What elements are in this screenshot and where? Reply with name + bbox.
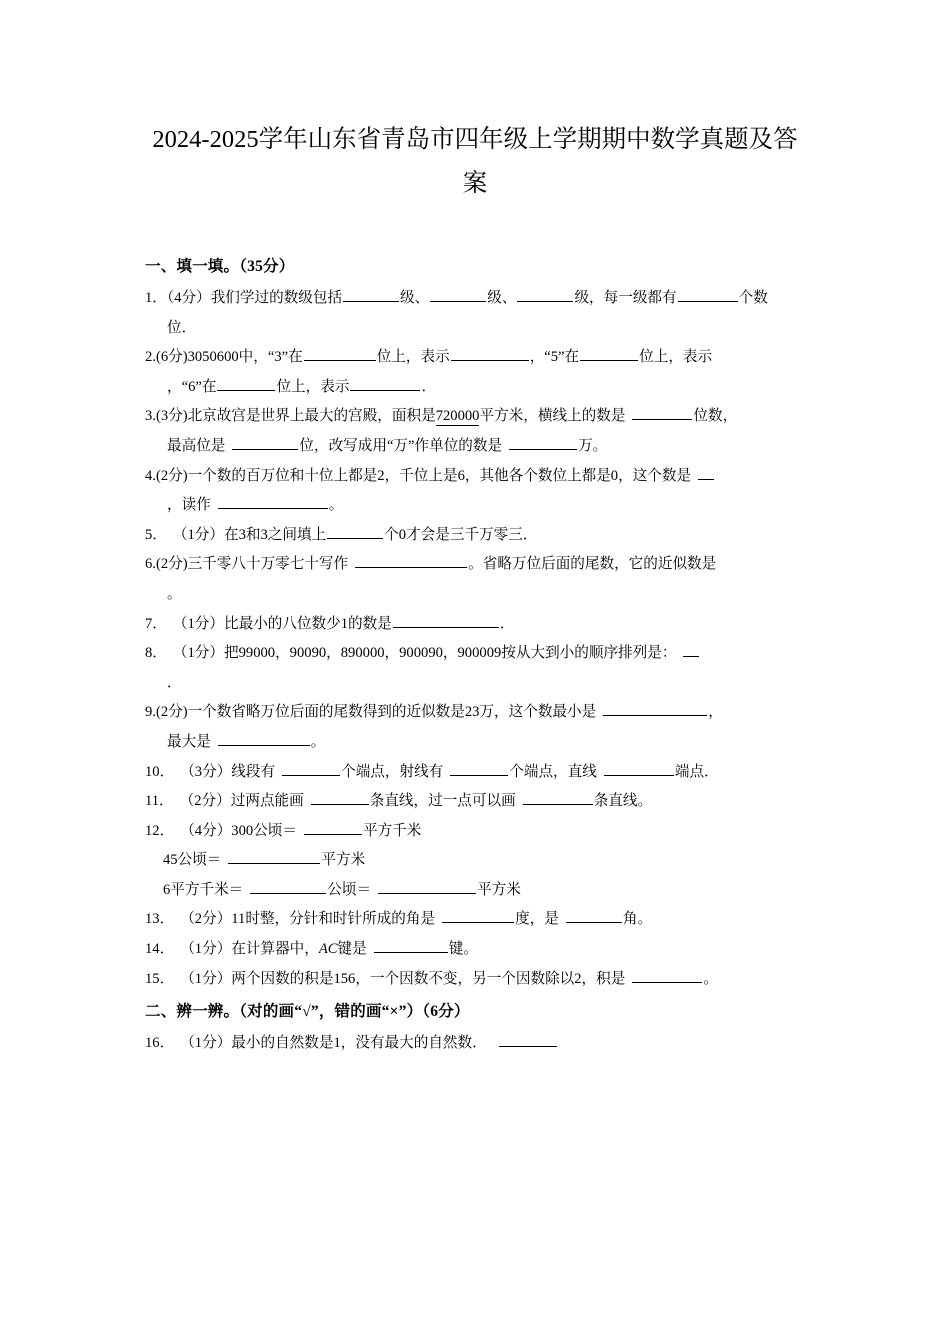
answer-blank[interactable] (523, 791, 593, 805)
question-3-text-c: 位数， (693, 408, 738, 425)
section-heading-1: 一、填一填。（35分） (145, 258, 295, 275)
question-3-text-b: 平方米，横线上的数是 (479, 408, 626, 425)
question-11-text-a: 过两点能画 (230, 793, 304, 810)
question-9-text-b: ， (708, 704, 723, 721)
question-14-text-c: 键。 (448, 941, 478, 958)
question-12-text-c: 45公顷＝ (163, 852, 222, 869)
question-4-points: (2分) (155, 467, 188, 484)
question-14-text-a: 在计算器中， (231, 941, 319, 958)
question-7-text-b: ． (499, 615, 515, 632)
question-15-text-b: 。 (703, 970, 718, 987)
question-16-points: （1分） (180, 1035, 232, 1052)
question-7-number: 7． (145, 615, 167, 632)
question-7-line-1 (145, 610, 808, 640)
question-8-line-1 (145, 639, 808, 669)
question-2-text-e: ，“6”在 (167, 378, 217, 395)
question-7-text-a: 比最小的八位数少1的数是 (224, 615, 392, 632)
question-8-line-2 (145, 669, 808, 699)
question-4-line-1 (145, 462, 808, 492)
question-15-text-a: 两个因数的积是156，一个因数不变，另一个因数除以2，积是 (231, 970, 626, 987)
question-9-line-1 (145, 698, 808, 728)
question-1-number: 1． (145, 290, 167, 306)
question-13-line-1 (145, 905, 808, 935)
question-1-line-1 (145, 284, 808, 314)
question-3-points: (3分) (155, 408, 188, 425)
question-12-line-2 (145, 846, 808, 876)
question-2-number: 2. (145, 349, 156, 366)
question-5-line-1 (145, 521, 808, 551)
question-12-text-a: 300公顷＝ (231, 822, 297, 839)
question-8-points: （1分） (172, 645, 224, 662)
answer-blank[interactable] (304, 820, 362, 834)
question-15-number: 15． (145, 970, 175, 987)
question-10-line-1 (145, 758, 808, 788)
question-2-text-d: 位上，表示 (639, 349, 713, 366)
question-16-text-a: 最小的自然数是1，没有最大的自然数． (231, 1035, 487, 1052)
question-6-points: (2分) (155, 556, 188, 573)
answer-blank[interactable] (698, 465, 714, 479)
question-4-line-2 (145, 491, 808, 521)
question-6-text-a: 三千零八十万零七十写作 (187, 556, 349, 573)
question-10-text-d: 端点． (674, 763, 719, 780)
question-4-text-a: 一个数的百万位和十位上都是2，千位上是6，其他各个数位上都是0，这个数是 (187, 467, 692, 484)
answer-blank[interactable] (451, 347, 529, 361)
document-body (145, 252, 808, 1059)
question-1-line-2 (145, 314, 808, 344)
question-3-underlined-number: 720000 (435, 408, 480, 425)
question-2-line-2 (145, 373, 808, 403)
answer-blank[interactable] (678, 288, 738, 302)
answer-blank[interactable] (311, 791, 369, 805)
answer-blank[interactable] (228, 850, 320, 864)
question-5-points: （1分） (172, 526, 224, 543)
question-12-text-b: 平方千米 (362, 822, 422, 839)
answer-blank[interactable] (217, 376, 275, 390)
question-12-text-f: 公顷＝ (327, 881, 372, 898)
question-6-text-c: 。 (167, 585, 182, 602)
question-11-text-c: 条直线。 (593, 793, 653, 810)
question-5-text-b: 个0才会是三千万零三． (384, 526, 538, 543)
question-10-text-b: 个端点，射线有 (341, 763, 444, 780)
answer-blank[interactable] (232, 436, 298, 450)
answer-blank[interactable] (632, 968, 702, 982)
question-3-text-a: 北京故宫是世界上最大的宫殿，面积是 (187, 408, 436, 425)
answer-blank[interactable] (374, 939, 448, 953)
question-8-text-a: 把99000，90090，890000，900090，900009按从大到小的顺序排列是： (224, 645, 677, 662)
answer-blank[interactable] (450, 761, 508, 775)
question-5-text-a: 在3和3之间填上 (224, 526, 327, 543)
question-11-line-1 (145, 787, 808, 817)
answer-blank[interactable] (350, 376, 420, 390)
question-2-text-g: ． (421, 378, 437, 395)
question-1-text-d: 级，每一级都有 (574, 290, 677, 306)
question-4-text-b: ，读作 (167, 497, 211, 514)
answer-blank[interactable] (327, 524, 383, 538)
question-14-number: 14． (145, 941, 175, 958)
answer-blank[interactable] (683, 643, 699, 657)
question-16-line-1 (145, 1029, 808, 1059)
question-11-text-b: 条直线，过一点可以画 (369, 793, 516, 810)
question-9-text-d: 。 (310, 733, 326, 750)
question-3-text-d: 最高位是 (167, 437, 226, 454)
answer-blank[interactable] (604, 761, 674, 775)
question-10-text-c: 个端点，直线 (509, 763, 597, 780)
answer-blank[interactable] (509, 436, 577, 450)
question-12-number: 12． (145, 822, 175, 839)
question-4-number: 4. (145, 467, 156, 484)
question-8-number: 8． (145, 645, 167, 662)
question-6-number: 6. (145, 556, 156, 573)
question-14-text-b: 键是 (337, 941, 367, 958)
question-10-text-a: 线段有 (231, 763, 276, 780)
question-2-text-b: 位上，表示 (376, 349, 450, 366)
question-13-text-c: 角。 (622, 911, 653, 928)
question-15-line-1 (145, 965, 808, 995)
question-1-text-c: 级、 (487, 290, 517, 306)
answer-blank[interactable] (304, 347, 376, 361)
question-3-line-1 (145, 402, 808, 432)
question-3-number: 3. (145, 408, 156, 425)
question-3-text-f: 万。 (578, 437, 608, 454)
question-12-line-3 (145, 876, 808, 906)
question-12-text-e: 6平方千米＝ (163, 881, 244, 898)
question-4-text-c: 。 (328, 497, 344, 514)
question-14-line-1 (145, 935, 808, 965)
question-12-line-1 (145, 817, 808, 847)
question-1-text-e: 个数 (738, 290, 768, 306)
question-13-text-b: 度，是 (515, 911, 559, 928)
question-14-points: （1分） (180, 941, 232, 958)
question-10-number: 10． (145, 763, 175, 780)
question-2-points: (6分) (155, 349, 188, 366)
answer-blank[interactable] (250, 879, 326, 893)
question-16-number: 16． (145, 1035, 175, 1052)
question-9-text-c: 最大是 (167, 733, 211, 750)
question-6-line-2 (145, 580, 808, 610)
question-1-points: （4分） (166, 290, 211, 306)
question-13-points: （2分） (180, 911, 232, 928)
question-11-points: （2分） (179, 793, 231, 810)
question-2-line-1 (145, 343, 808, 373)
answer-blank[interactable] (393, 613, 499, 627)
section-heading-2: 二、辨一辨。（对的画“√”，错的画“×”）（6分） (145, 1003, 470, 1021)
question-5-number: 5． (145, 526, 167, 543)
answer-blank[interactable] (499, 1033, 557, 1047)
page-title: 2024-2025学年山东省青岛市四年级上学期期中数学真题及答案 (152, 126, 798, 197)
answer-blank[interactable] (218, 495, 328, 509)
question-2-text-a: 3050600中，“3”在 (187, 349, 303, 366)
question-2-text-f: 位上，表示 (276, 378, 350, 395)
answer-blank[interactable] (442, 909, 514, 923)
question-14-key-label: AC (318, 941, 338, 958)
question-1-text-b: 级、 (400, 290, 430, 306)
answer-blank[interactable] (566, 909, 622, 923)
question-1-text-f: 位． (167, 319, 197, 336)
question-3-line-2 (145, 432, 808, 462)
answer-blank[interactable] (632, 406, 692, 420)
question-9-number: 9. (145, 704, 156, 721)
answer-blank[interactable] (343, 288, 399, 302)
answer-blank[interactable] (378, 879, 476, 893)
question-13-number: 13． (145, 911, 175, 928)
question-6-text-b: 。省略万位后面的尾数，它的近似数是 (468, 556, 717, 573)
question-12-text-g: 平方米 (477, 881, 521, 898)
answer-blank[interactable] (282, 761, 340, 775)
question-7-points: （1分） (172, 615, 224, 632)
question-12-text-d: 平方米 (321, 852, 366, 869)
question-9-points: (2分) (155, 704, 188, 721)
question-8-text-b: ． (167, 674, 182, 691)
question-3-text-e: 位，改写成用“万”作单位的数是 (299, 437, 503, 454)
answer-blank[interactable] (603, 702, 707, 716)
question-2-text-c: ，“5”在 (529, 349, 580, 366)
answer-blank[interactable] (517, 288, 573, 302)
answer-blank[interactable] (430, 288, 486, 302)
question-12-points: （4分） (180, 822, 232, 839)
answer-blank[interactable] (218, 731, 310, 745)
question-15-points: （1分） (180, 970, 232, 987)
answer-blank[interactable] (580, 347, 638, 361)
question-6-line-1 (145, 550, 808, 580)
question-9-text-a: 一个数省略万位后面的尾数得到的近似数是23万，这个数最小是 (187, 704, 597, 721)
question-11-number: 11． (145, 793, 174, 810)
question-13-text-a: 11时整，分针和时针所成的角是 (231, 911, 436, 928)
answer-blank[interactable] (355, 554, 467, 568)
question-9-line-2 (145, 728, 808, 758)
question-10-points: （3分） (180, 763, 232, 780)
question-1-text-a: 我们学过的数级包括 (210, 290, 343, 306)
